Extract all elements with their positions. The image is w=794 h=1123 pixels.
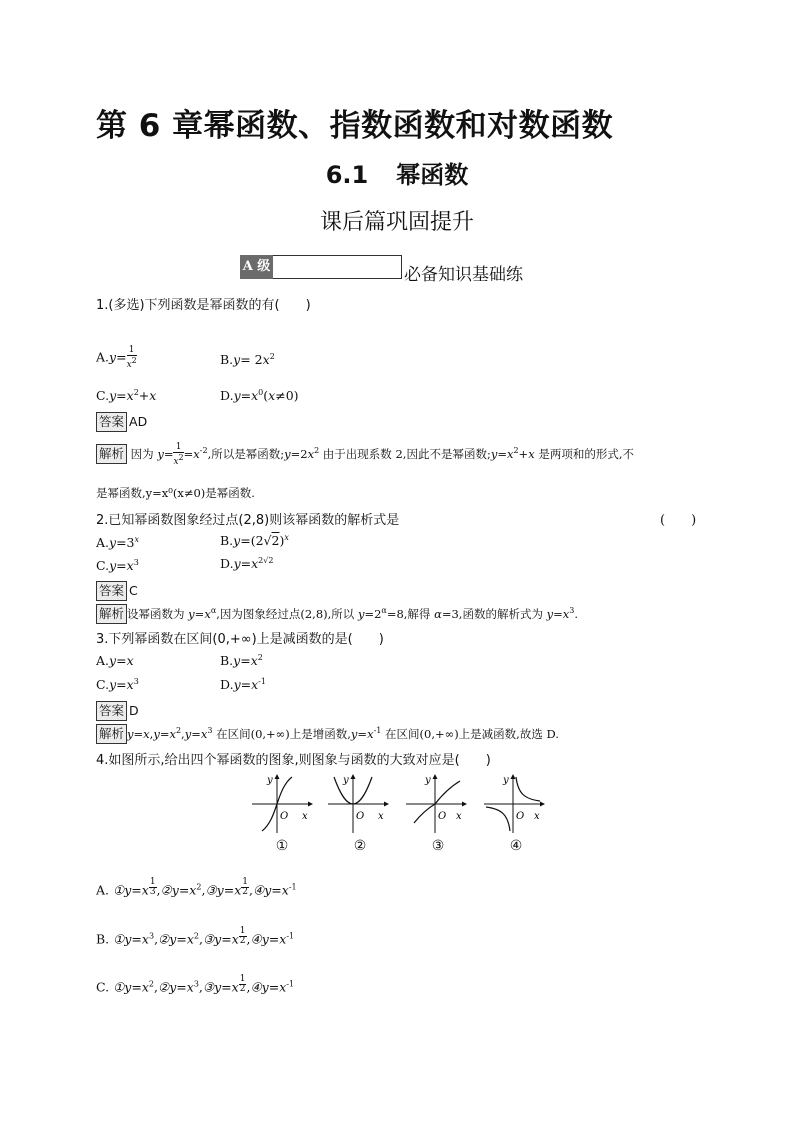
q3-option-d: $D.y=x^{-1}$ (220, 677, 266, 693)
q3-solution: 解析 $y=x,y=x^2,y=x^3$ 在区间(0,+∞)上是增函数$,y=x^{-1}$ 在区间(0,+∞)上是减函数,故选 D. (96, 724, 559, 744)
graph-1 (250, 773, 314, 835)
q4-option-b: B. $①y=x^3,②y=x^2,③y=x$ $^{\frac{1}{2}}$ $,④y=x^{-1}$ (96, 926, 295, 947)
q2-option-c: $C.y=x^3$ (96, 558, 139, 574)
section-number: 6.1 (325, 161, 369, 189)
graph-1-ylabel: y (267, 775, 273, 786)
level-title: 必备知识基础练 (404, 265, 523, 285)
graph-2-ylabel: y (343, 775, 349, 786)
q1-answer-tag: 答案 (96, 412, 127, 432)
level-box (273, 255, 402, 279)
graph-4-xlabel: x (534, 811, 540, 822)
graph-3-ylabel: y (425, 775, 431, 786)
graph-1-xlabel: x (302, 811, 308, 822)
q3-option-b: $B.y=x^2$ (220, 653, 263, 669)
q3-solution-tag: 解析 (96, 724, 127, 744)
page-subtitle: 课后篇巩固提升 (319, 210, 474, 235)
section-title (0, 155, 794, 190)
graph-3 (404, 773, 468, 835)
graph-3-xlabel: x (456, 811, 462, 822)
q2-answer: C (129, 583, 138, 598)
q2-solution: 解析 设幂函数为 $y=x^\alpha$,因为图象经过点(2,8),所以 $y=2^\alpha=8$,解得 α=3,函数的解析式为 $y=x^3$. (96, 604, 578, 624)
q1-solution: 解析 因为 y= $\frac{1}{x^2}$ $=x^{-2}$,所以是幂函数$;y=2x^2$ 由于出现系数 2,因此不是幂函数$;y=x^2+x$ 是两项和的形式,不 (96, 443, 634, 467)
graph-3-label: ③ (431, 838, 445, 854)
q2-option-d: $D.y=x^{2√2}$ (220, 556, 274, 572)
q1-answer-row (96, 411, 147, 432)
q1-option-d: $D.y=x^0(x\ne 0)$ (220, 388, 299, 404)
q1-option-b: $B.y= 2x^2$ (220, 352, 275, 368)
graph-4-origin: O (516, 811, 525, 822)
section-name: 幂函数 (396, 161, 469, 189)
graph-2-xlabel: x (378, 811, 384, 822)
q3-option-c: $C.y=x^3$ (96, 677, 139, 693)
q1-solution-line2: 是幂函数,y=x⁰(x≠0)是幂函数. (96, 486, 255, 500)
q4-option-a: A. ①y=x $^{\frac{1}{3}}$ $,②y=x^2,③y=x$ $^{\frac{1}{2}}$ $,④y=x^{-1}$ (96, 877, 297, 898)
q2-option-a: $A.y=3^x$ (96, 535, 140, 551)
q1-stem: 1.(多选)下列函数是幂函数的有( ) (96, 298, 311, 313)
graph-4 (482, 773, 546, 835)
q4-option-c: C. $①y=x^2,②y=x^3,③y=x$ $^{\frac{1}{2}}$ $,④y=x^{-1}$ (96, 974, 295, 995)
graph-3-origin: O (438, 811, 447, 822)
q1-option-a: A.y= $\frac{1}{x^2}$ (96, 345, 137, 370)
q2-answer-row (96, 580, 138, 601)
chapter-title: 第 6 章幂函数、指数函数和对数函数 (96, 108, 614, 144)
graph-1-origin: O (280, 811, 289, 822)
graph-4-ylabel: y (503, 775, 509, 786)
q2-solution-tag: 解析 (96, 604, 127, 624)
q2-paren: ( ) (660, 513, 697, 528)
graph-2-label: ② (353, 838, 367, 854)
q1-option-c: $C.y=x^2+x$ (96, 388, 157, 404)
level-header (240, 248, 523, 285)
q3-option-a: A.y=x (96, 653, 134, 668)
q3-answer-row (96, 700, 139, 721)
graph-1-label: ① (275, 838, 289, 854)
q1-solution-tag: 解析 (96, 444, 127, 464)
graph-2-origin: O (356, 811, 365, 822)
q2-option-b: $B.y=(2√2)^x$ (220, 533, 289, 549)
q1-answer: AD (129, 414, 148, 429)
level-badge: A 级 (240, 255, 273, 279)
q3-answer: D (129, 703, 139, 718)
graph-2 (326, 773, 390, 835)
q2-stem: 2.已知幂函数图象经过点(2,8)则该幂函数的解析式是 (96, 513, 400, 528)
q4-stem: 4.如图所示,给出四个幂函数的图象,则图象与函数的大致对应是( ) (96, 753, 491, 768)
q2-answer-tag: 答案 (96, 581, 127, 601)
graph-4-label: ④ (509, 838, 523, 854)
q3-stem: 3.下列幂函数在区间(0,+∞)上是减函数的是( ) (96, 632, 384, 647)
q3-answer-tag: 答案 (96, 701, 127, 721)
